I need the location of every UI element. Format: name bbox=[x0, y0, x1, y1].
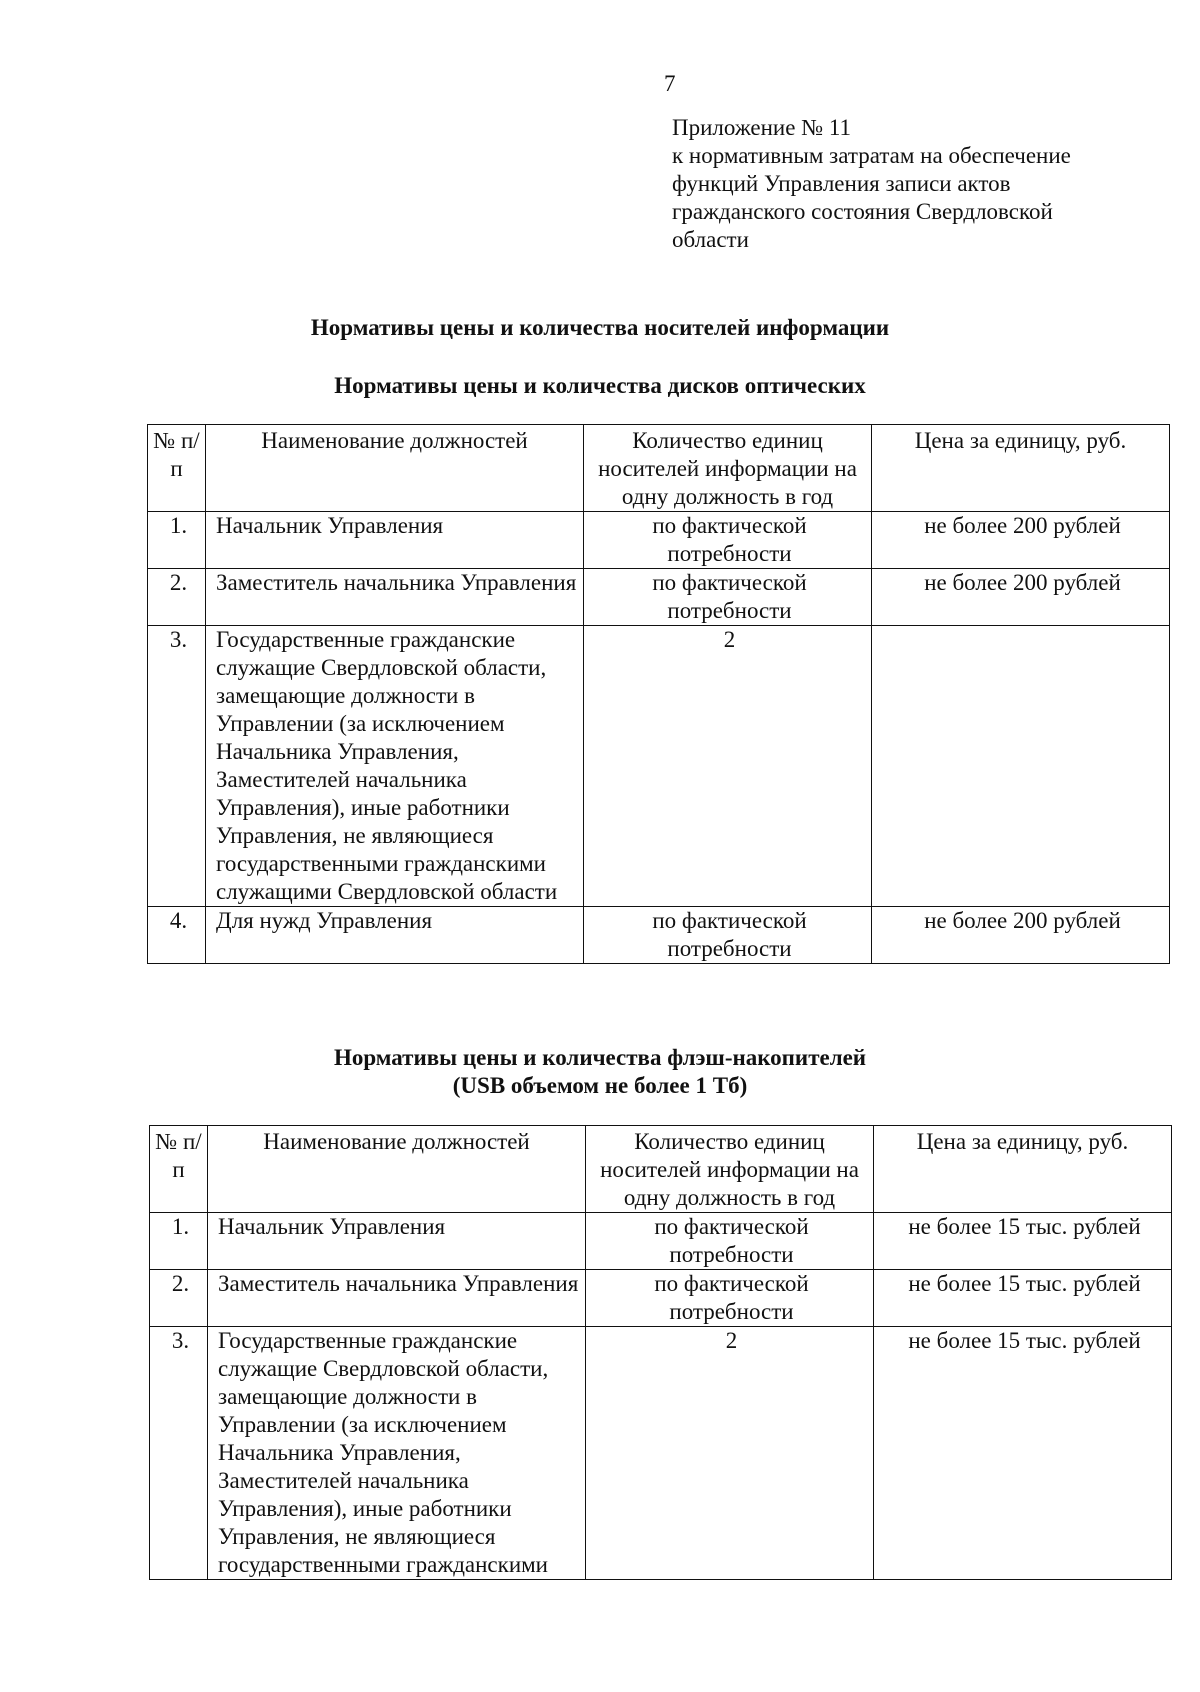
row-number: 4. bbox=[148, 907, 206, 964]
quantity-cell: 2 bbox=[586, 1327, 874, 1580]
row-number: 1. bbox=[150, 1213, 208, 1270]
row-number: 3. bbox=[148, 626, 206, 907]
position-name: Для нужд Управления bbox=[206, 907, 584, 964]
table-row bbox=[150, 1327, 1172, 1580]
quantity-cell: по фактической потребности bbox=[586, 1270, 874, 1327]
position-name: Заместитель начальника Управления bbox=[206, 569, 584, 626]
price-cell: не более 15 тыс. рублей bbox=[874, 1270, 1172, 1327]
column-header-number: № п/п bbox=[150, 1126, 208, 1213]
price-cell: не более 200 рублей bbox=[872, 907, 1170, 964]
main-title: Нормативы цены и количества носителей информации bbox=[310, 315, 890, 340]
quantity-cell: 2 bbox=[584, 626, 872, 907]
optical-table-title: Нормативы цены и количества дисков оптических bbox=[334, 373, 866, 398]
flash-table-title: Нормативы цены и количества флэш-накопителей bbox=[333, 1045, 867, 1070]
row-number: 1. bbox=[148, 512, 206, 569]
table-row bbox=[150, 1213, 1172, 1270]
table-row bbox=[150, 1270, 1172, 1327]
annex-line: области bbox=[672, 227, 749, 252]
position-name: Государственные гражданские служащие Свердловской области, замещающие должности в Управлении (за исключением Начальника Управления, Заместителей начальника Управления), иные работники Управления, не являющиеся государственными гражданскими служащими Свердловской области bbox=[206, 626, 584, 907]
quantity-cell: по фактической потребности bbox=[584, 569, 872, 626]
annex-line: функций Управления записи актов bbox=[672, 171, 1011, 196]
position-name: Заместитель начальника Управления bbox=[208, 1270, 586, 1327]
annex-line: Приложение № 11 bbox=[672, 115, 852, 140]
column-header-position: Наименование должностей bbox=[206, 425, 584, 512]
price-cell: не более 15 тыс. рублей bbox=[874, 1327, 1172, 1580]
row-number: 2. bbox=[148, 569, 206, 626]
quantity-cell: по фактической потребности bbox=[586, 1213, 874, 1270]
position-name: Государственные гражданские служащие Свердловской области, замещающие должности в Управлении (за исключением Начальника Управления, Заместителей начальника Управления), иные работники Управления, не являющиеся государственными гражданскими bbox=[208, 1327, 586, 1580]
column-header-number: № п/п bbox=[148, 425, 206, 512]
column-header-position: Наименование должностей bbox=[208, 1126, 586, 1213]
column-header-price: Цена за единицу, руб. bbox=[872, 425, 1170, 512]
table-header-row bbox=[150, 1126, 1172, 1213]
quantity-cell: по фактической потребности bbox=[584, 512, 872, 569]
table-row bbox=[148, 907, 1170, 964]
price-cell: не более 200 рублей bbox=[872, 569, 1170, 626]
table-row bbox=[148, 569, 1170, 626]
price-cell: не более 200 рублей bbox=[872, 512, 1170, 569]
price-cell bbox=[872, 626, 1170, 907]
annex-line: гражданского состояния Свердловской bbox=[672, 199, 1053, 224]
table-header-row bbox=[148, 425, 1170, 512]
position-name: Начальник Управления bbox=[206, 512, 584, 569]
column-header-price: Цена за единицу, руб. bbox=[874, 1126, 1172, 1213]
annex-header bbox=[672, 114, 1142, 254]
flash-drives-table bbox=[149, 1125, 1172, 1580]
column-header-quantity: Количество единиц носителей информации на одну должность в год bbox=[586, 1126, 874, 1213]
quantity-cell: по фактической потребности bbox=[584, 907, 872, 964]
table-row bbox=[148, 626, 1170, 907]
position-name: Начальник Управления bbox=[208, 1213, 586, 1270]
page-number: 7 bbox=[664, 71, 676, 96]
price-cell: не более 15 тыс. рублей bbox=[874, 1213, 1172, 1270]
optical-discs-table bbox=[147, 424, 1170, 964]
annex-line: к нормативным затратам на обеспечение bbox=[672, 143, 1071, 168]
flash-table-subtitle: (USB объемом не более 1 Тб) bbox=[452, 1073, 748, 1098]
row-number: 3. bbox=[150, 1327, 208, 1580]
column-header-quantity: Количество единиц носителей информации на одну должность в год bbox=[584, 425, 872, 512]
row-number: 2. bbox=[150, 1270, 208, 1327]
table-row bbox=[148, 512, 1170, 569]
